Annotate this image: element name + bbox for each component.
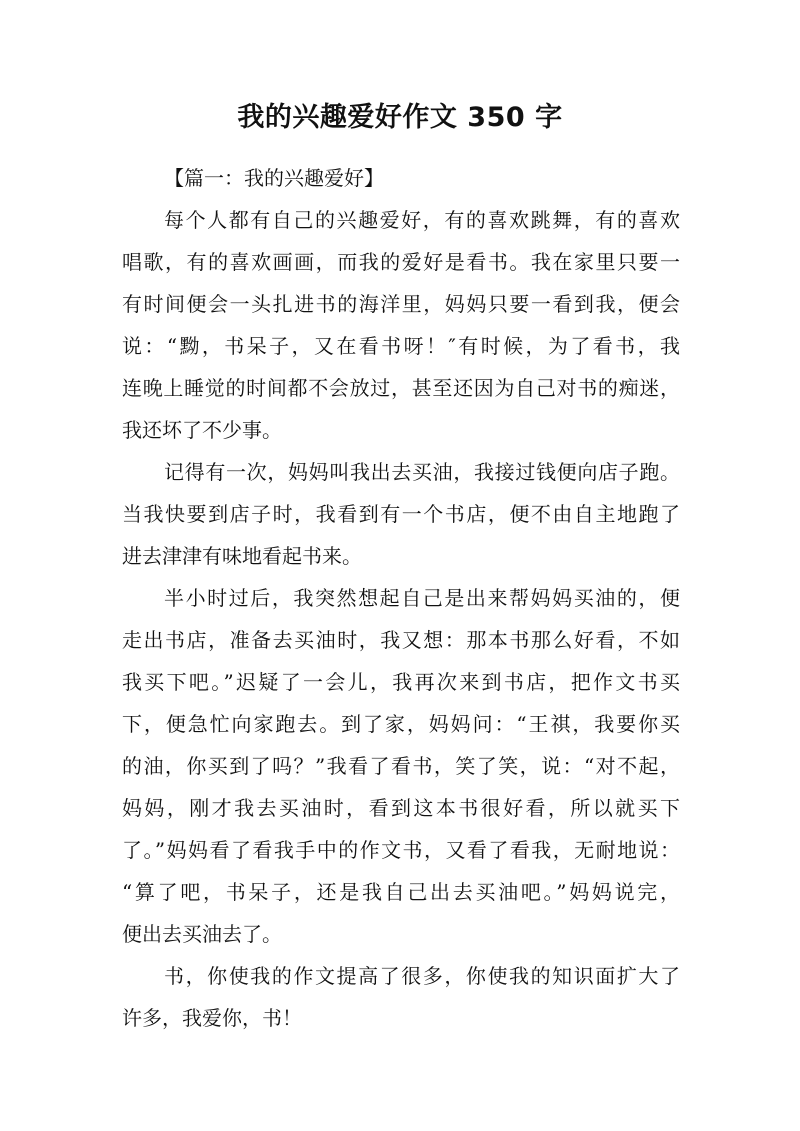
paragraph-line: 每个人都有自己的兴趣爱好，有的喜欢跳舞，有的喜欢 [164, 208, 680, 232]
paragraph-line: 唱歌，有的喜欢画画，而我的爱好是看书。我在家里只要一 [122, 250, 680, 274]
paragraph-line: 我买下吧。”迟疑了一会儿，我再次来到书店，把作文书买 [122, 670, 680, 694]
paragraph-4 [122, 955, 680, 1039]
paragraph-line: 的油，你买到了吗？”我看了看书，笑了笑，说：“对不起， [122, 754, 680, 778]
paragraph-line: 许多，我爱你，书！ [122, 1006, 302, 1030]
paragraph-line: 妈妈，刚才我去买油时，看到这本书很好看，所以就买下 [122, 796, 680, 820]
paragraph-1 [122, 199, 680, 451]
paragraph-line: 进去津津有味地看起书来。 [122, 544, 362, 568]
paragraph-3 [122, 577, 680, 955]
paragraph-line: 当我快要到店子时，我看到有一个书店，便不由自主地跑了 [122, 502, 680, 526]
paragraph-line: 走出书店，准备去买油时，我又想：那本书那么好看，不如 [122, 628, 680, 652]
paragraph-line: 半小时过后，我突然想起自己是出来帮妈妈买油的，便 [164, 586, 680, 610]
paragraph-line: 了。”妈妈看了看我手中的作文书，又看了看我，无耐地说： [122, 838, 680, 862]
paragraph-line: “算了吧，书呆子，还是我自己出去买油吧。”妈妈说完， [122, 880, 680, 904]
document-body [122, 157, 680, 1039]
paragraph-line: 书，你使我的作文提高了很多，你使我的知识面扩大了 [164, 964, 680, 988]
paragraph-line: 便出去买油去了。 [122, 922, 282, 946]
section-heading: 【篇一：我的兴趣爱好】 [164, 166, 384, 190]
paragraph-line: 记得有一次，妈妈叫我出去买油，我接过钱便向店子跑。 [164, 460, 680, 484]
paragraph-2 [122, 451, 680, 577]
paragraph-line: 下，便急忙向家跑去。到了家，妈妈问：“王祺，我要你买 [122, 712, 680, 736]
paragraph-line: 我还坏了不少事。 [122, 418, 282, 442]
paragraph-line: 连晚上睡觉的时间都不会放过，甚至还因为自己对书的痴迷， [122, 376, 680, 400]
paragraph-line: 有时间便会一头扎进书的海洋里，妈妈只要一看到我，便会 [122, 292, 680, 316]
paragraph-line: 说：“黝，书呆子，又在看书呀！″有时候，为了看书，我 [122, 334, 680, 358]
document-title: 我的兴趣爱好作文 350 字 [237, 102, 563, 133]
